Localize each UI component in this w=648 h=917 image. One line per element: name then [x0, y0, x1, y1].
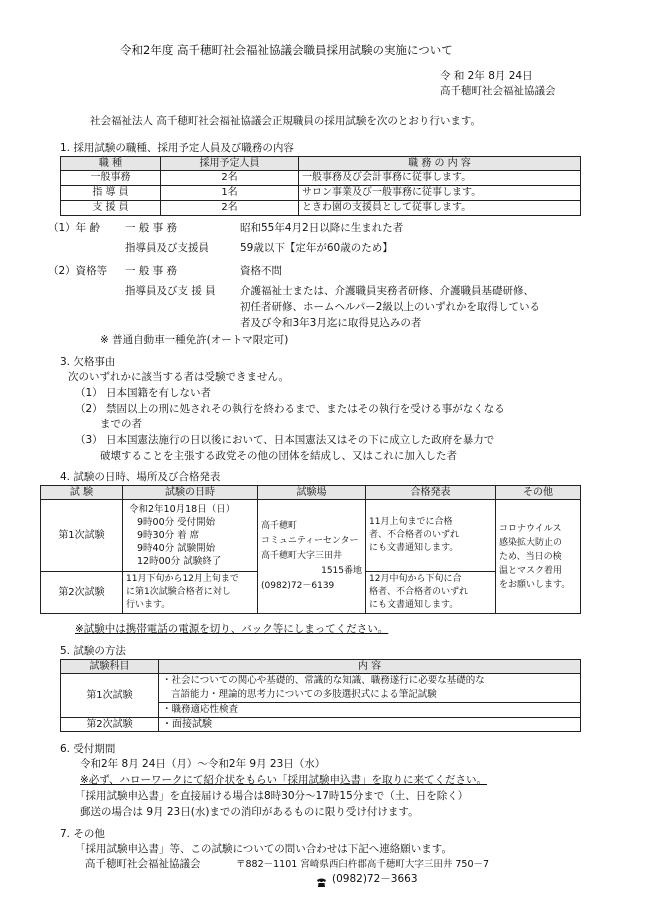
header-duty: 職 務 の 内 容: [299, 157, 581, 171]
qualification-label: （2）資格等: [48, 265, 108, 277]
mail-note: 郵送の場合は 9月 23日(水)までの消印があるものに限り受け付けます。: [80, 806, 419, 818]
age-general-text: 昭和55年4月2日以降に生まれた者: [240, 222, 404, 234]
table-row: [41, 500, 581, 572]
disqualify-item: （3） 日本国憲法施行の日以後において、日本国憲法又はその下に成立した政府を暴力で: [75, 434, 495, 446]
exam-time: 9時00分 受付開始: [137, 517, 216, 528]
job-duty: 一般事務及び会計事務に従事します。: [299, 171, 581, 186]
venue-phone: (0982)72－6139: [261, 581, 335, 591]
exam-name: 第1次試験: [41, 500, 123, 572]
inquiry-note: 「採用試験申込書」等、この試験についての問い合わせは下記へ連絡願います。: [75, 843, 452, 855]
exam-date: 11月下旬から12月上旬まで: [126, 574, 239, 584]
table-row: [61, 186, 581, 201]
job-duty: サロン事業及び一般事務に従事します。: [299, 186, 581, 201]
result-line: にも文書通知します。: [369, 600, 459, 610]
job-duty: ときわ園の支援員として従事します。: [299, 201, 581, 216]
exam-time: 12時00分 試験終了: [137, 556, 222, 567]
license-note: ※ 普通自動車一種免許(オートマ限定可): [100, 334, 289, 346]
exam-result: [366, 572, 496, 614]
method-line: ・職務適応性検査: [159, 702, 580, 717]
other-line: ため、当日の検: [499, 551, 562, 562]
issuer: 高千穂町社会福祉協議会: [440, 85, 556, 97]
method-content: ・面接試験: [159, 718, 581, 732]
header-other: その他: [496, 486, 581, 500]
header-exam: 試 験: [41, 486, 123, 500]
exam-venue: [258, 500, 366, 614]
job-name: 支 援 員: [61, 201, 161, 216]
age-support-text: 59歳以下【定年が60歳のため】: [240, 242, 393, 254]
exam-result: [366, 500, 496, 572]
disqualify-item: までの者: [100, 418, 142, 430]
method-line: ・社会についての関心や基礎的、常識的な知識、職務遂行に必要な基礎的な: [162, 675, 485, 686]
exam-date: 行います。: [126, 600, 171, 610]
reception-period: 令和2年 8月 24日（月）～令和2年 9月 23日（水）: [80, 758, 326, 770]
disqualify-lead: 次のいずれかに該当する者は受験できません。: [68, 371, 290, 383]
age-support-job: 指導員及び支援員: [125, 242, 209, 254]
job-count: 2名: [161, 171, 299, 186]
result-line: 格者、不合格者のいずれ: [369, 587, 469, 597]
exam-times: [123, 500, 258, 572]
qual-general-text: 資格不問: [240, 265, 282, 277]
phone-icon: [316, 873, 327, 884]
header-result: 合格発表: [366, 486, 496, 500]
header-subject: 試験科目: [61, 660, 159, 674]
other-line: コロナウイルス: [499, 523, 562, 534]
result-line: 者、不合格者のいずれ: [369, 530, 460, 540]
section-5-heading: 5. 試験の方法: [60, 645, 126, 657]
exam-other: [496, 500, 581, 614]
schedule-table-header: [41, 486, 581, 500]
schedule-table: [40, 485, 581, 614]
job-count: 2名: [161, 201, 299, 216]
table-row: [61, 718, 581, 732]
section-1-heading: 1. 採用試験の職種、採用予定人員及び職務の内容: [60, 142, 294, 154]
table-row: [61, 674, 581, 718]
job-table-header: [61, 157, 581, 171]
exam-name: 第2次試験: [41, 572, 123, 614]
section-6-heading: 6. 受付期間: [60, 743, 116, 755]
method-line: 言語能力・理論的思考力についての多肢選択式による筆記試験: [171, 689, 437, 700]
qual-support-line: 者及び令和3年3月迄に取得見込みの者: [240, 317, 422, 329]
venue-line: 高千穂町: [261, 521, 298, 531]
table-row: [61, 171, 581, 186]
header-datetime: 試験の日時: [123, 486, 258, 500]
qual-support-job: 指導員及び支 援 員: [125, 285, 216, 297]
disqualify-item: （2） 禁固以上の刑に処されその執行を終わるまで、またはその執行を受ける事がなくなる: [75, 403, 505, 415]
header-count: 採用予定人員: [161, 157, 299, 171]
header-job: 職 種: [61, 157, 161, 171]
job-name: 一般事務: [61, 171, 161, 186]
exam-date: 令和2年10月18日（日）: [129, 504, 236, 515]
other-line: 温とマスク着用: [499, 565, 563, 576]
header-content: 内 容: [159, 660, 581, 674]
job-table: [60, 156, 581, 216]
method-name: 第2次試験: [61, 718, 159, 732]
qual-support-line: 介護福祉士または、介護職員実務者研修、介護職員基礎研修、: [240, 285, 534, 297]
result-line: 11月上旬までに合格: [369, 517, 453, 527]
age-label: （1）年 齢: [48, 222, 101, 234]
venue-line: 1515番地: [321, 566, 362, 576]
disqualify-item: （1） 日本国籍を有しない者: [75, 387, 212, 399]
method-content: [159, 674, 581, 718]
job-name: 指 導 員: [61, 186, 161, 201]
venue-line: 高千穂町大字三田井: [261, 551, 343, 561]
method-name: 第1次試験: [61, 674, 159, 718]
qual-general-job: 一 般 事 務: [125, 265, 178, 277]
result-line: にも文書通知します。: [369, 543, 459, 553]
other-line: 感染拡大防止の: [499, 537, 563, 548]
other-line: をお願いします。: [499, 579, 571, 590]
result-line: 12月中旬から下旬に合: [369, 574, 462, 584]
method-table-header: [61, 660, 581, 674]
section-4-heading: 4. 試験の日時、場所及び合格発表: [60, 471, 221, 483]
contact-org: 高千穂町社会福祉協議会: [85, 858, 201, 870]
section-3-heading: 3. 欠格事由: [60, 356, 116, 368]
exam-time: 9時40分 試験開始: [137, 543, 216, 554]
exam-time: 9時30分 着 席: [137, 530, 200, 541]
hello-work-note: ※必ず、ハローワークにて紹介状をもらい「採用試験申込書」を取りに来てください。: [80, 774, 487, 786]
section-7-heading: 7. その他: [60, 828, 105, 840]
page-title: 令和2年度 高千穂町社会福祉協議会職員採用試験の実施について: [120, 43, 453, 57]
intro-text: 社会福祉法人 高千穂町社会福祉協議会正規職員の採用試験を次のとおり行います。: [90, 115, 481, 127]
table-row: [61, 201, 581, 216]
phone-note: ※試験中は携帯電話の電源を切り、バック等にしまってください。: [75, 623, 389, 635]
disqualify-item: 破壊することを主張する政党その他の団体を結成し、又はこれに加入した者: [100, 450, 457, 462]
contact-phone: (0982)72－3663: [332, 873, 418, 885]
method-table: [60, 659, 581, 732]
qual-support-line: 初任者研修、ホームヘルパー2級以上のいずれかを取得している: [240, 301, 540, 313]
venue-line: コミュニティーセンター: [261, 536, 359, 546]
direct-delivery-note: 「採用試験申込書」を直接届ける場合は8時30分～17時15分まで（土、日を除く）: [75, 790, 469, 802]
contact-address: 〒882－1101 宮崎県西臼杵郡高千穂町大字三田井 750－7: [236, 859, 490, 870]
header-venue: 試験場: [258, 486, 366, 500]
issue-date: 令 和 2年 8月 24日: [440, 70, 533, 82]
job-count: 1名: [161, 186, 299, 201]
exam-times: [123, 572, 258, 614]
exam-date: に第1次試験合格者に対し: [126, 587, 231, 597]
age-general-job: 一 般 事 務: [125, 222, 178, 234]
